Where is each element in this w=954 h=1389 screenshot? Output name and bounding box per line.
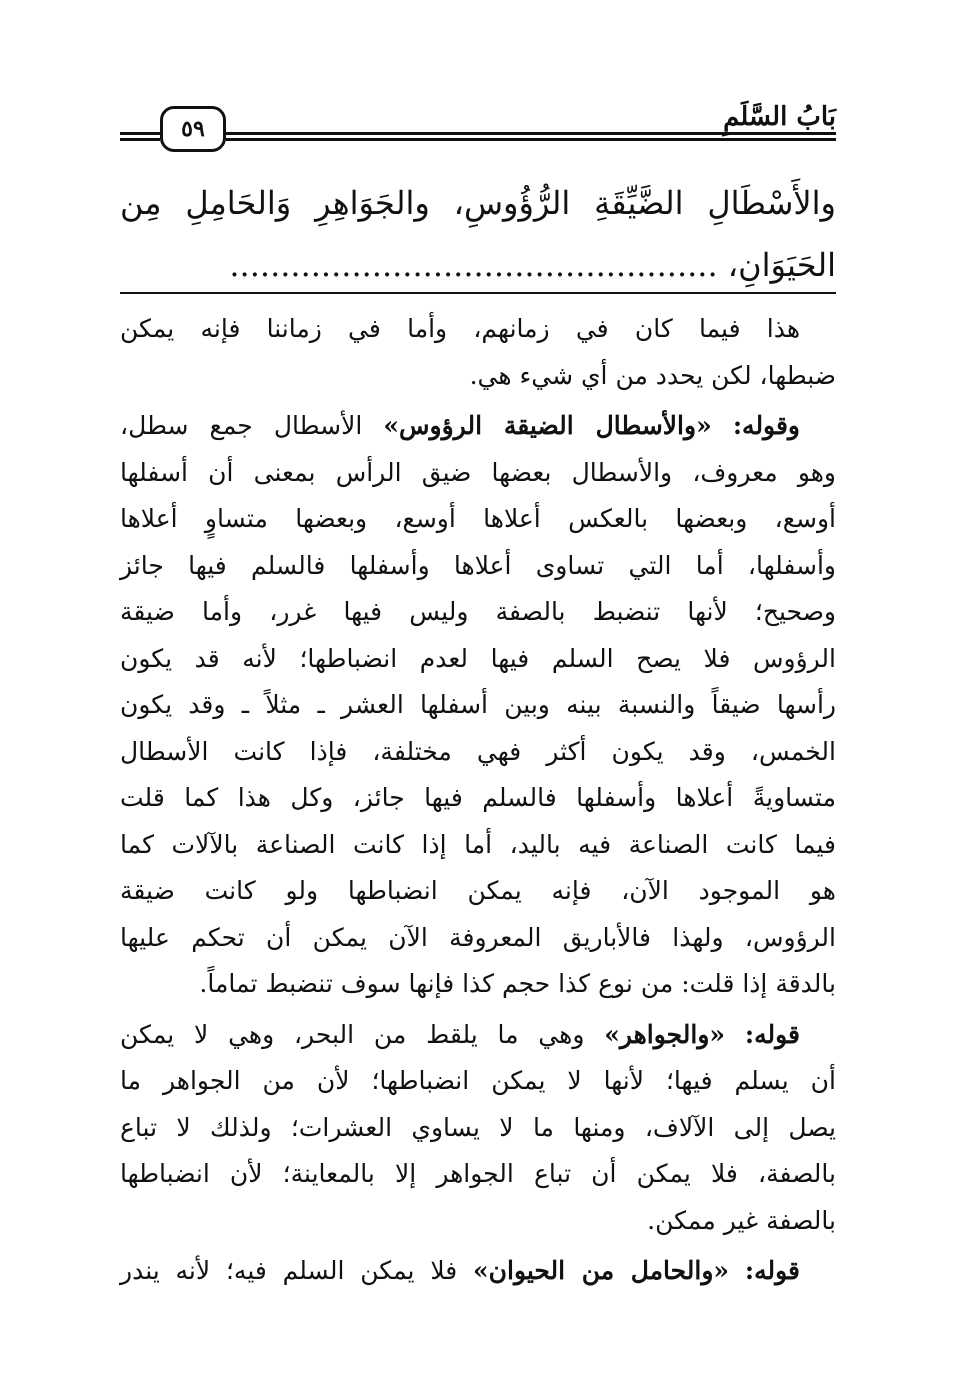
page-number-badge <box>160 106 226 152</box>
p4-label: قوله: <box>744 1256 800 1285</box>
p1-line-1: هذا فيما كان في زمانهم، وأما في زماننا فإنه يمكن <box>120 314 800 343</box>
header-rule-right-lower <box>226 138 836 141</box>
page-number: ٥٩ <box>181 116 205 142</box>
p3-line: أن يسلم فيها؛ لأنها لا يمكن انضباطها؛ لأن من الجواهر ما <box>120 1066 836 1095</box>
paragraph-1 <box>120 306 836 399</box>
p2-quote: «والأسطال الضيقة الرؤوس» <box>383 411 712 440</box>
p2-line: متساويةً أعلاها وأسفلها فالسلم فيها جائز، وكل هذا كما قلت <box>120 783 836 812</box>
p4-line-1 <box>120 1248 836 1295</box>
p2-line: أوسع، وبعضها بالعكس أعلاها أوسع، وبعضها متساوٍ أعلاها <box>120 504 836 533</box>
p2-line: وصحيح؛ لأنها تنضبط بالصفة وليس فيها غرر، وأما ضيقة <box>120 597 836 626</box>
matn-line-1: والأَسْطَالِ الضَّيِّقَةِ الرُّؤُوسِ، والجَوَاهِرِ وَالحَامِلِ مِن <box>120 184 836 222</box>
matn-dots: ................................................ <box>229 246 718 284</box>
p2-first-rest: الأسطال جمع سطل، <box>120 411 363 440</box>
p4-quote: «والحامل من الحيوان» <box>473 1256 730 1285</box>
header-rule-right <box>226 132 836 135</box>
matn-line-2-word: الحَيَوَانِ، <box>727 246 836 284</box>
p1-line-2: ضبطها، لكن يحدد من أي شيء هي. <box>469 360 836 390</box>
p2-line: وهو معروف، والأسطال بعضها ضيق الرأس بمعنى أن أسفلها <box>120 457 836 487</box>
p2-line: الخمس، وقد يكون أكثر فهي مختلفة، فإذا كانت الأسطال <box>120 736 836 766</box>
p2-line: بالدقة إذا قلت: من نوع كذا حجم كذا فإنها سوف تنضبط تماماً. <box>199 969 836 998</box>
p3-quote: «والجواهر» <box>604 1019 726 1049</box>
p2-line: رأسها ضيقاً والنسبة بينه وبين أسفلها العشر ـ مثلاً ـ وقد يكون <box>120 690 836 719</box>
commentary <box>120 306 836 1299</box>
p2-line: الرؤوس فلا يصح السلم فيها لعدم انضباطها؛ لأنه قد يكون <box>120 643 836 673</box>
p3-line: يصل إلى الآلاف، ومنها ما لا يساوي العشرات؛ ولذلك لا تباع <box>120 1112 836 1142</box>
p2-label: وقوله: <box>732 411 800 440</box>
p2-line: وأسفلها، أما التي تساوى أعلاها وأسفلها فالسلم فيها جائز <box>120 550 836 580</box>
page-header <box>120 100 836 160</box>
header-rule-left <box>120 132 160 135</box>
paragraph-2 <box>120 403 836 1008</box>
matn-separator <box>120 292 836 294</box>
header-rule-left-lower <box>120 138 160 141</box>
matn-text <box>120 172 836 296</box>
p3-label: قوله: <box>744 1019 800 1049</box>
p2-line: فيما كانت الصناعة فيه باليد، أما إذا كانت الصناعة بالآلات كما <box>120 829 836 859</box>
matn-line-2 <box>120 234 836 296</box>
p4-first-rest: فلا يمكن السلم فيه؛ لأنه يندر <box>120 1256 458 1285</box>
p2-line: هو الموجود الآن، فإنه يمكن انضباطها ولو كانت ضيقة <box>120 876 836 905</box>
p3-line: بالصفة غير ممكن. <box>647 1205 836 1235</box>
p3-first-rest: وهي ما يلقط من البحر، وهي لا يمكن <box>120 1019 585 1049</box>
chapter-title: بَابُ السَّلَمِ <box>723 102 836 132</box>
p2-line-1 <box>120 403 836 450</box>
p3-line: بالصفة، فلا يمكن أن تباع الجواهر إلا بالمعاينة؛ لأن انضباطها <box>120 1159 836 1188</box>
paragraph-3 <box>120 1012 836 1245</box>
paragraph-4 <box>120 1248 836 1295</box>
p3-line-1 <box>120 1012 836 1059</box>
p2-line: الرؤوس، ولهذا فالأباريق المعروفة الآن يمكن أن تحكم عليها <box>120 922 836 952</box>
